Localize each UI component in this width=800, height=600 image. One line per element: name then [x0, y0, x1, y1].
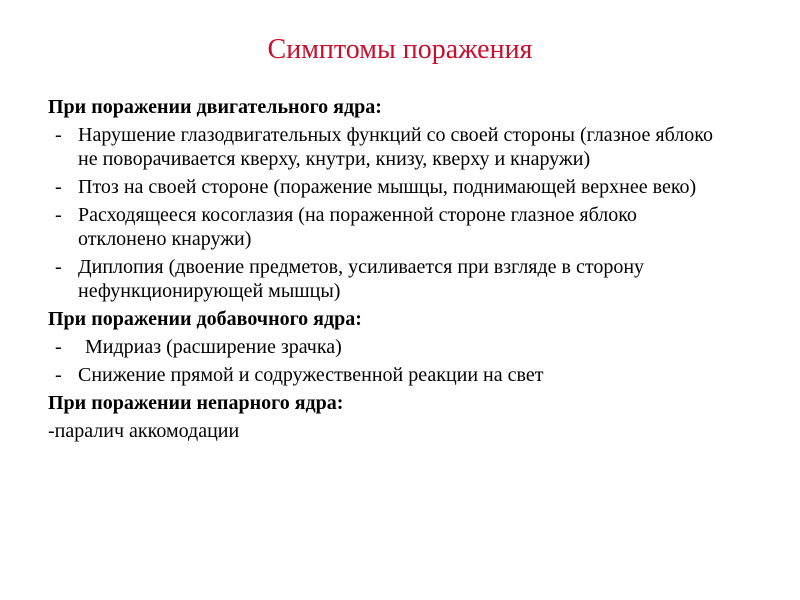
list-item — [48, 123, 728, 171]
section-heading-accessory-nucleus: При поражении добавочного ядра: — [48, 308, 362, 330]
list-item-text: Расходящееся косоглазия (на пораженной стороне глазное яблоко отклонено кнаружи) — [78, 204, 637, 250]
list-item — [48, 363, 728, 387]
list-item-text: Снижение прямой и содружественной реакции на свет — [78, 364, 544, 386]
slide-title: Симптомы поражения — [267, 34, 533, 65]
dash-bullet-icon: - — [55, 256, 62, 278]
motor-nucleus-symptom-list — [48, 123, 728, 303]
list-item-text: Птоз на своей стороне (поражение мышцы, поднимающей верхнее веко) — [78, 176, 697, 198]
dash-bullet-icon: - — [55, 364, 62, 386]
section-heading-motor-nucleus: При поражении двигательного ядра: — [48, 96, 382, 118]
unpaired-nucleus-symptom: -паралич аккомодации — [48, 420, 240, 442]
dash-bullet-icon: - — [55, 336, 62, 358]
list-item — [48, 255, 728, 303]
list-item-text: Мидриаз (расширение зрачка) — [85, 336, 342, 358]
list-item — [48, 203, 728, 251]
list-item-text: Нарушение глазодвигательных функций со своей стороны (глазное яблоко не поворачивается кверху, кнутри, книзу, кверху и кнаружи) — [78, 124, 713, 170]
dash-bullet-icon: - — [55, 124, 62, 146]
dash-bullet-icon: - — [55, 204, 62, 226]
list-item — [48, 335, 728, 359]
dash-bullet-icon: - — [55, 176, 62, 198]
slide-content — [48, 95, 728, 443]
section-heading-unpaired-nucleus: При поражении непарного ядра: — [48, 392, 344, 414]
list-item-text: Диплопия (двоение предметов, усиливается при взгляде в сторону нефункционирующей мышцы) — [78, 256, 645, 302]
list-item — [48, 175, 728, 199]
accessory-nucleus-symptom-list — [48, 335, 728, 387]
